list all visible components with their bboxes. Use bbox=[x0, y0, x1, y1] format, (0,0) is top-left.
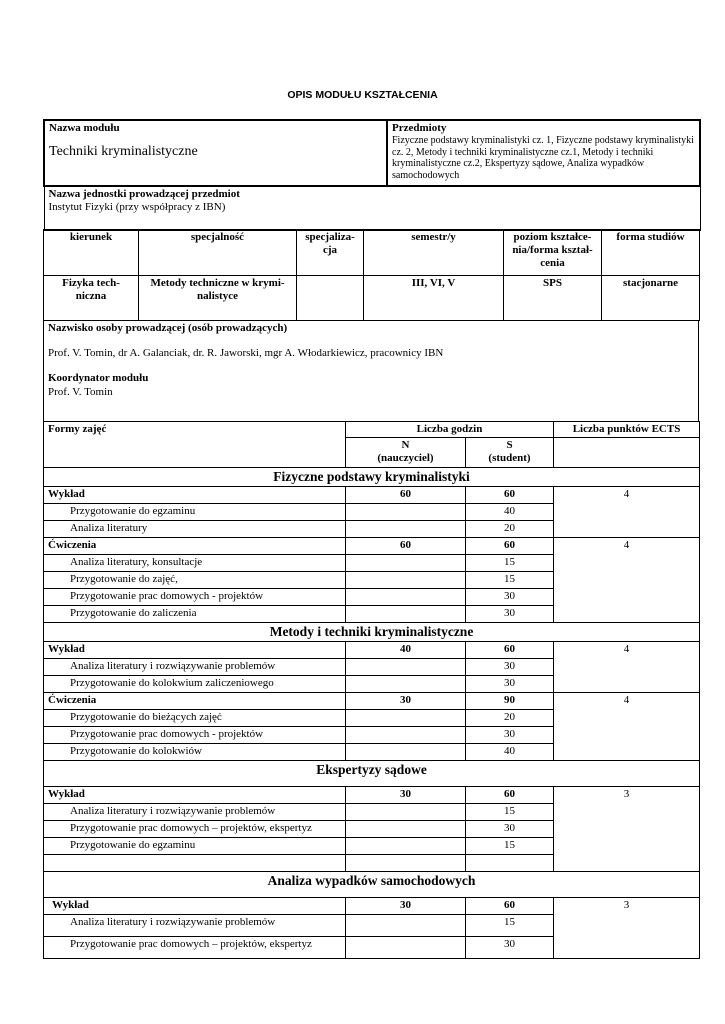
hours-s: 20 bbox=[466, 709, 554, 726]
section-title: Analiza wypadków samochodowych bbox=[44, 871, 700, 897]
ects-empty bbox=[554, 438, 700, 467]
hours-n bbox=[346, 709, 466, 726]
ects-points: 3 bbox=[554, 786, 700, 871]
subjects-value: Fizyczne podstawy kryminalistyki cz. 1, Fizyczne podstawy kryminalistyki cz. 2, Metody i techniki kryminalistyczne cz.1, Metody i techniki kryminalistyczne cz.2, Ekspertyzy sądowe, Analiza wypadków samochodowych bbox=[392, 135, 694, 181]
hours-n: 30 bbox=[346, 897, 466, 914]
module-table bbox=[43, 119, 701, 231]
form-row bbox=[44, 641, 700, 658]
subjects-label: Przedmioty bbox=[392, 122, 447, 134]
activity-name: Przygotowanie do kolokwium zaliczeniowego bbox=[44, 675, 346, 692]
hours-n bbox=[346, 936, 466, 958]
study-value-semestr: III, VI, V bbox=[364, 276, 504, 321]
study-header-poziom: poziom kształce- nia/forma kształ- cenia bbox=[504, 230, 602, 276]
hours-s: 30 bbox=[466, 588, 554, 605]
hours-n bbox=[346, 914, 466, 936]
hours-n: 30 bbox=[346, 786, 466, 803]
unit-cell bbox=[44, 186, 700, 230]
activity-name: Analiza literatury bbox=[44, 520, 346, 537]
hours-s: 60 bbox=[466, 897, 554, 914]
hours-s: 15 bbox=[466, 571, 554, 588]
hours-label: Liczba godzin bbox=[346, 422, 554, 438]
activity-name: Przygotowanie do zajęć, bbox=[44, 571, 346, 588]
section-title: Metody i techniki kryminalistyczne bbox=[44, 622, 700, 641]
coordinator-value: Prof. V. Tomin bbox=[48, 385, 113, 398]
activity-name: Analiza literatury i rozwiązywanie problemów bbox=[44, 803, 346, 820]
hours-s: 30 bbox=[466, 936, 554, 958]
empty-cell bbox=[466, 854, 554, 871]
s-label: S (student) bbox=[466, 438, 554, 467]
hours-s: 30 bbox=[466, 658, 554, 675]
coordinator-label: Koordynator modułu bbox=[48, 372, 149, 385]
section-title: Ekspertyzy sądowe bbox=[44, 760, 700, 786]
hours-s: 60 bbox=[466, 486, 554, 503]
ects-points: 3 bbox=[554, 897, 700, 958]
ects-label: Liczba punktów ECTS bbox=[554, 422, 700, 438]
hours-n bbox=[346, 726, 466, 743]
form-name: Wykład bbox=[44, 897, 346, 914]
activity-name: Przygotowanie do bieżących zajęć bbox=[44, 709, 346, 726]
hours-s: 15 bbox=[466, 803, 554, 820]
unit-label: Nazwa jednostki prowadzącej przedmiot bbox=[48, 188, 240, 200]
ects-points: 4 bbox=[554, 641, 700, 692]
staff-cell bbox=[44, 321, 699, 422]
hours-s: 90 bbox=[466, 692, 554, 709]
hours-n bbox=[346, 605, 466, 622]
hours-n bbox=[346, 837, 466, 854]
form-name: Ćwiczenia bbox=[44, 537, 346, 554]
activity-name: Analiza literatury, konsultacje bbox=[44, 554, 346, 571]
activity-name: Przygotowanie do egzaminu bbox=[44, 837, 346, 854]
hours-n bbox=[346, 571, 466, 588]
document-title: OPIS MODUŁU KSZTAŁCENIA bbox=[287, 89, 438, 101]
subjects-cell bbox=[387, 120, 700, 186]
hours-s: 20 bbox=[466, 520, 554, 537]
form-name: Wykład bbox=[44, 786, 346, 803]
hours-n bbox=[346, 820, 466, 837]
study-value-specjalnosc: Metody techniczne w krymi- nalistyce bbox=[139, 276, 297, 321]
module-name-label: Nazwa modułu bbox=[49, 122, 120, 134]
hours-s: 40 bbox=[466, 743, 554, 760]
hours-s: 30 bbox=[466, 726, 554, 743]
hours-n: 60 bbox=[346, 486, 466, 503]
n-label: N (nauczyciel) bbox=[346, 438, 466, 467]
activity-name: Analiza literatury i rozwiązywanie problemów bbox=[44, 658, 346, 675]
hours-n bbox=[346, 554, 466, 571]
module-name-cell bbox=[44, 120, 387, 186]
hours-s: 30 bbox=[466, 820, 554, 837]
module-name-value: Techniki kryminalistyczne bbox=[49, 144, 198, 160]
ects-points: 4 bbox=[554, 486, 700, 537]
study-header-forma-studiow: forma studiów bbox=[602, 230, 700, 276]
empty-cell bbox=[44, 854, 346, 871]
study-header-specjalnosc: specjalność bbox=[139, 230, 297, 276]
hours-n bbox=[346, 658, 466, 675]
hours-s: 15 bbox=[466, 914, 554, 936]
hours-n bbox=[346, 520, 466, 537]
activity-name: Przygotowanie prac domowych - projektów bbox=[44, 726, 346, 743]
hours-s: 60 bbox=[466, 786, 554, 803]
study-value-specjalizacja bbox=[297, 276, 364, 321]
staff-label: Nazwisko osoby prowadzącej (osób prowadzących) bbox=[48, 322, 288, 334]
form-name: Ćwiczenia bbox=[44, 692, 346, 709]
forms-label: Formy zajęć bbox=[44, 422, 346, 468]
study-header-kierunek: kierunek bbox=[44, 230, 139, 276]
hours-s: 40 bbox=[466, 503, 554, 520]
hours-n bbox=[346, 743, 466, 760]
activity-name: Przygotowanie do egzaminu bbox=[44, 503, 346, 520]
hours-s: 15 bbox=[466, 554, 554, 571]
staff-table bbox=[43, 320, 699, 422]
hours-table bbox=[43, 421, 700, 959]
activity-name: Przygotowanie do kolokwiów bbox=[44, 743, 346, 760]
staff-value: Prof. V. Tomin, dr A. Galanciak, dr. R. Jaworski, mgr A. Włodarkiewicz, pracownicy IBN bbox=[48, 347, 444, 360]
ects-points: 4 bbox=[554, 692, 700, 760]
hours-n bbox=[346, 503, 466, 520]
study-value-forma-studiow: stacjonarne bbox=[602, 276, 700, 321]
activity-name: Przygotowanie prac domowych - projektów bbox=[44, 588, 346, 605]
form-row bbox=[44, 786, 700, 803]
form-name: Wykład bbox=[44, 641, 346, 658]
study-header-specjalizacja: specjaliza- cja bbox=[297, 230, 364, 276]
hours-s: 60 bbox=[466, 641, 554, 658]
form-row bbox=[44, 486, 700, 503]
hours-n bbox=[346, 803, 466, 820]
study-value-kierunek: Fizyka tech- niczna bbox=[44, 276, 139, 321]
hours-s: 15 bbox=[466, 837, 554, 854]
study-header-semestr: semestr/y bbox=[364, 230, 504, 276]
form-row bbox=[44, 692, 700, 709]
empty-cell bbox=[346, 854, 466, 871]
ects-points: 4 bbox=[554, 537, 700, 622]
activity-name: Przygotowanie prac domowych – projektów, ekspertyz bbox=[44, 820, 346, 837]
section-title: Fizyczne podstawy kryminalistyki bbox=[44, 467, 700, 486]
form-name: Wykład bbox=[44, 486, 346, 503]
activity-name: Przygotowanie do zaliczenia bbox=[44, 605, 346, 622]
hours-n: 30 bbox=[346, 692, 466, 709]
hours-n: 40 bbox=[346, 641, 466, 658]
hours-s: 60 bbox=[466, 537, 554, 554]
study-table bbox=[43, 229, 700, 321]
form-row bbox=[44, 537, 700, 554]
hours-n bbox=[346, 675, 466, 692]
activity-name: Analiza literatury i rozwiązywanie problemów bbox=[44, 914, 346, 936]
study-value-poziom: SPS bbox=[504, 276, 602, 321]
hours-n: 60 bbox=[346, 537, 466, 554]
form-row bbox=[44, 897, 700, 914]
hours-s: 30 bbox=[466, 605, 554, 622]
activity-name: Przygotowanie prac domowych – projektów, ekspertyz bbox=[44, 936, 346, 958]
unit-value: Instytut Fizyki (przy współpracy z IBN) bbox=[48, 201, 226, 214]
hours-n bbox=[346, 588, 466, 605]
hours-s: 30 bbox=[466, 675, 554, 692]
